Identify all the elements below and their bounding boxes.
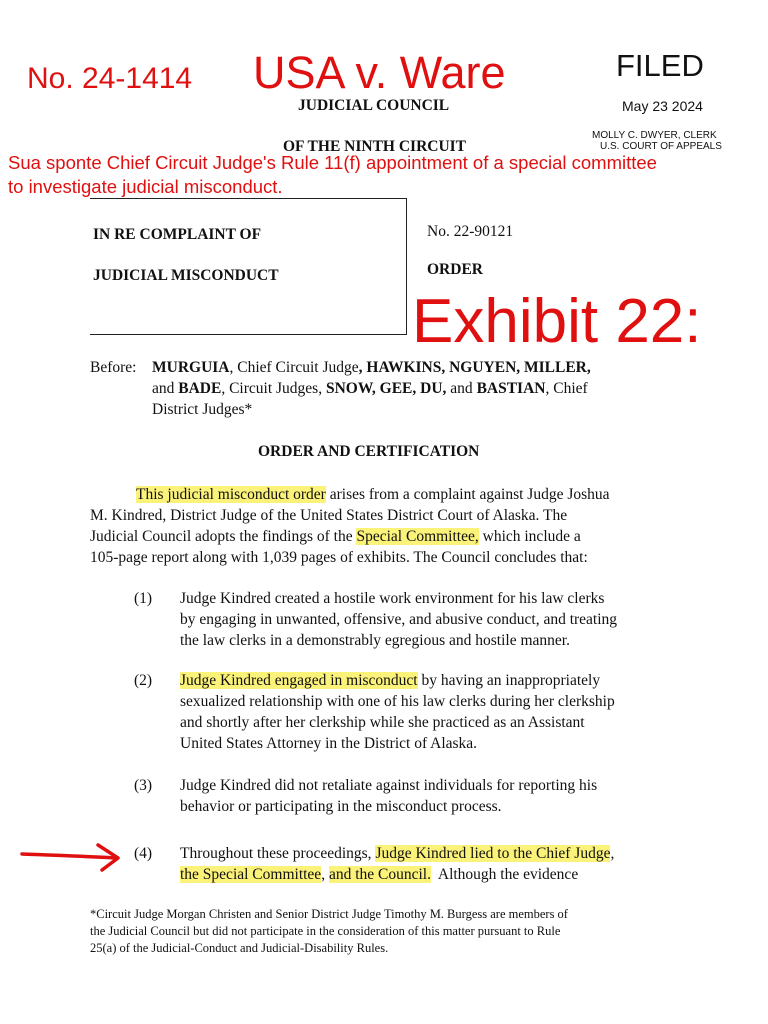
intro-line4: 105-page report along with 1,039 pages of exhibits. The Council concludes that: <box>90 549 588 566</box>
highlight-misconduct: Judge Kindred engaged in misconduct <box>180 672 418 689</box>
finding-line: United States Attorney in the District of Alaska. <box>180 735 478 752</box>
intro-line2: M. Kindred, District Judge of the United States District Court of Alaska. The <box>90 507 568 524</box>
intro-line1 <box>90 484 690 505</box>
intro-line3 <box>90 526 690 547</box>
docket-number: No. 22-90121 <box>427 223 514 240</box>
finding-text <box>180 843 690 885</box>
finding-line: behavior or participating in the misconduct process. <box>180 798 502 815</box>
finding-line: Judge Kindred did not retaliate against individuals for reporting his <box>180 777 598 794</box>
caption-left-line1: IN RE COMPLAINT OF <box>93 226 262 243</box>
filed-stamp <box>592 48 760 152</box>
order-title: ORDER AND CERTIFICATION <box>258 443 480 460</box>
finding-line: sexualized relationship with one of his law clerks during her clerkship <box>180 693 615 710</box>
finding-text-post: Although the evidence <box>430 866 579 883</box>
court-name: U.S. COURT OF APPEALS <box>600 141 722 152</box>
highlight-special-committee-2: the Special Committee <box>180 866 322 883</box>
arrow-shaft <box>22 854 116 858</box>
before-title3: , Chief <box>545 380 588 397</box>
highlight-lied: Judge Kindred lied to the Chief Judge <box>375 845 611 862</box>
finding-line: the law clerks in a demonstrably egregious and hostile manner. <box>180 632 570 649</box>
intro-text3: Judicial Council adopts the findings of the <box>90 528 357 545</box>
finding-comma: , <box>610 845 615 862</box>
finding-number: (4) <box>134 845 153 862</box>
finding-text-rest: by having an inappropriately <box>417 672 601 689</box>
intro-paragraph <box>90 484 690 568</box>
intro-text4: which include a <box>478 528 581 545</box>
before-line3: District Judges* <box>152 401 253 418</box>
before-title1: , Chief Circuit Judge <box>229 359 359 376</box>
finding-number: (1) <box>134 590 153 607</box>
before-and2: and <box>450 380 473 397</box>
finding-text-pre: Throughout these proceedings, <box>180 845 376 862</box>
highlight-special-committee: Special Committee, <box>356 528 479 545</box>
finding-line: by engaging in unwanted, offensive, and abusive conduct, and treating <box>180 611 618 628</box>
filed-label: FILED <box>616 48 704 83</box>
case-number: No. 24-1414 <box>27 62 193 95</box>
judges-group2: SNOW, GEE, DU, <box>325 380 447 397</box>
footnote-line1: *Circuit Judge Morgan Christen and Senior District Judge Timothy M. Burgess are members of <box>90 907 568 921</box>
filed-date: May 23 2024 <box>622 98 703 114</box>
finding-text <box>180 588 690 651</box>
before-and1: and <box>152 380 175 397</box>
arrow-annotation <box>18 838 128 878</box>
caption-left-line2: JUDICIAL MISCONDUCT <box>93 267 279 284</box>
header-line1: JUDICIAL COUNCIL <box>298 97 450 114</box>
before-line1 <box>90 357 690 378</box>
header-line2: OF THE NINTH CIRCUIT <box>283 138 467 155</box>
finding-line <box>180 670 690 691</box>
judge-murguia: MURGUIA <box>152 359 230 376</box>
footnote-line2: the Judicial Council but did not participate in the consideration of this matter pursuant to Rule <box>90 924 561 938</box>
before-title2: , Circuit Judges, <box>221 380 323 397</box>
finding-text-mid: , <box>321 866 329 883</box>
finding-number: (2) <box>134 672 153 689</box>
annotation-subtitle-line1: Sua sponte Chief Circuit Judge's Rule 11(f) appointment of a special committee <box>8 152 657 173</box>
exhibit-label: Exhibit 22: <box>412 287 702 356</box>
before-line2 <box>90 378 690 399</box>
judge-bastian: BASTIAN <box>476 380 546 397</box>
footnote-line3: 25(a) of the Judicial-Conduct and Judicial-Disability Rules. <box>90 941 389 955</box>
finding-line <box>180 864 690 885</box>
judge-bade: BADE <box>178 380 222 397</box>
finding-text <box>180 775 690 817</box>
highlight-council: and the Council. <box>328 866 431 883</box>
highlight-order: This judicial misconduct order <box>136 486 326 503</box>
finding-line: Judge Kindred created a hostile work environment for his law clerks <box>180 590 605 607</box>
finding-text <box>180 670 690 754</box>
finding-line: and shortly after her clerkship while she practiced as an Assistant <box>180 714 585 731</box>
judges-group1: , HAWKINS, NGUYEN, MILLER, <box>358 359 591 376</box>
finding-number: (3) <box>134 777 153 794</box>
before-label: Before: <box>90 359 137 376</box>
before-block <box>90 357 690 420</box>
clerk-name: MOLLY C. DWYER, CLERK <box>592 130 717 141</box>
annotation-subtitle-line2: to investigate judicial misconduct. <box>8 176 283 197</box>
intro-text1: arises from a complaint against Judge Joshua <box>325 486 610 503</box>
footnote <box>90 906 710 957</box>
finding-line <box>180 843 690 864</box>
annotation-subtitle <box>8 151 768 199</box>
case-title <box>253 48 509 98</box>
case-title-text: USA v. Ware <box>253 48 506 98</box>
order-label: ORDER <box>427 261 483 278</box>
